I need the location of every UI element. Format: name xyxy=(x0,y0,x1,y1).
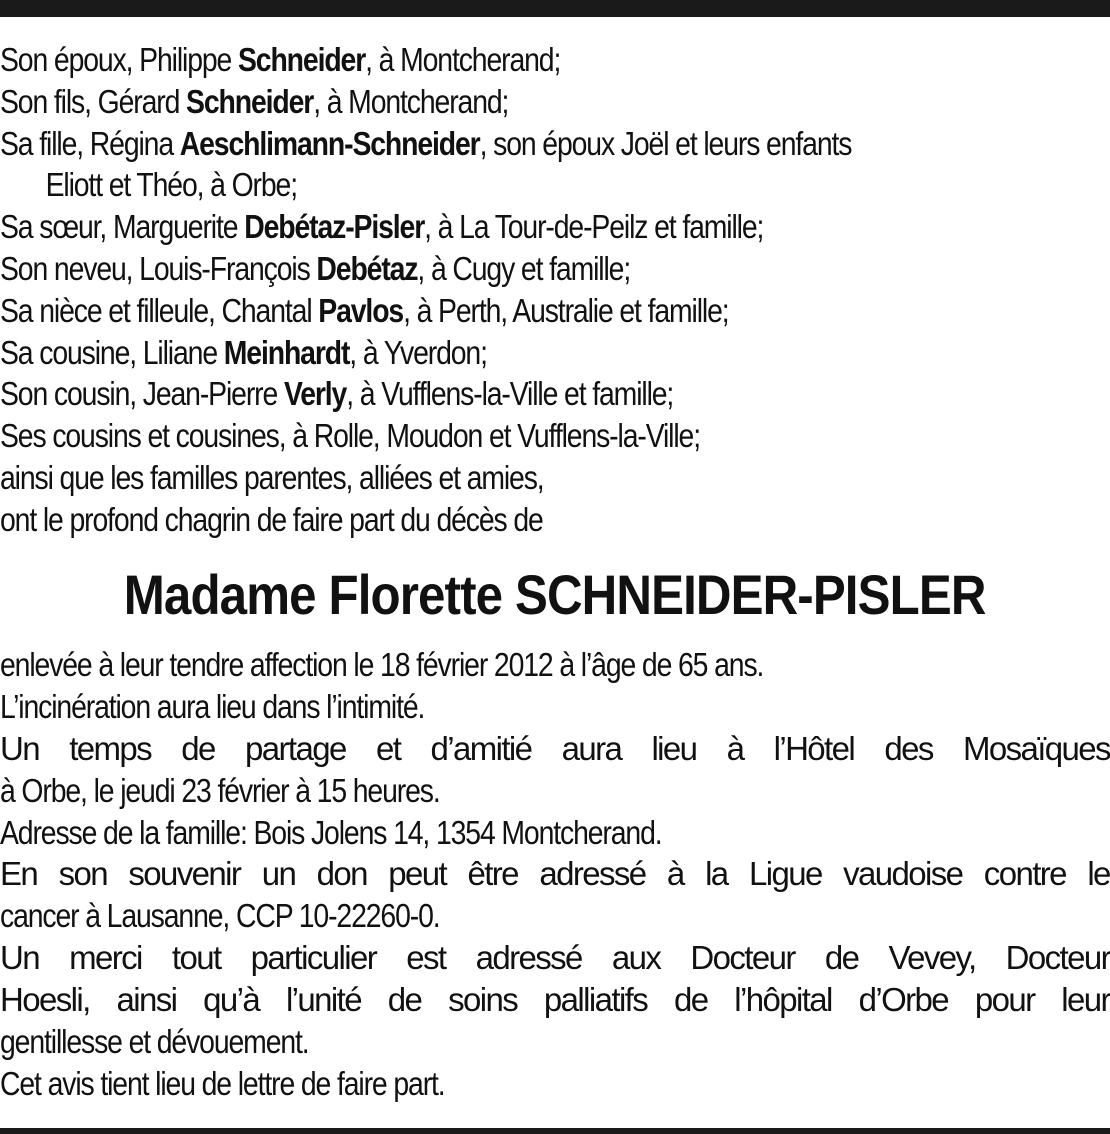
justified-word: de xyxy=(673,981,708,1019)
family-line-grandchildren: Eliott et Théo, à Orbe; xyxy=(45,166,297,204)
justified-word: palliatifs xyxy=(543,981,648,1019)
obituary-details xyxy=(0,644,1110,1105)
justified-word: particulier xyxy=(250,939,377,977)
family-surname: Pavlos xyxy=(318,291,404,329)
detail-line: à Orbe, le jeudi 23 février à 15 heures. xyxy=(0,771,440,809)
detail-line-justified xyxy=(0,853,1110,895)
justified-word: don xyxy=(316,855,367,893)
justified-word: des xyxy=(884,729,933,767)
justified-word: l’hôpital xyxy=(734,981,832,1019)
justified-word: est xyxy=(406,939,446,977)
detail-line: L’incinération aura lieu dans l’intimité. xyxy=(0,687,425,725)
detail-line: gentillesse et dévouement. xyxy=(0,1023,309,1061)
family-line-husband: Son époux, Philippe Schneider, à Montcherand; xyxy=(0,41,561,78)
justified-word: pour xyxy=(974,981,1035,1019)
family-surname: Schneider xyxy=(237,41,366,78)
justified-word: Hoesli, xyxy=(0,981,90,1019)
justified-word: à xyxy=(726,729,744,767)
family-line-sister: Sa sœur, Marguerite Debétaz-Pisler, à La Tour-de-Peilz et famille; xyxy=(0,208,764,246)
justified-word: l’Hôtel xyxy=(773,729,855,767)
family-line-cousins: Ses cousins et cousines, à Rolle, Moudon et Vufflens-la-Ville; xyxy=(0,417,700,455)
family-surname: Debétaz xyxy=(316,249,418,287)
justified-word: d’amitié xyxy=(430,729,532,767)
family-line-son: Son fils, Gérard Schneider, à Montcherand; xyxy=(0,82,509,120)
justified-word: la xyxy=(705,855,728,893)
justified-word: soins xyxy=(448,981,518,1019)
detail-line: Cet avis tient lieu de lettre de faire part. xyxy=(0,1064,445,1102)
family-list xyxy=(0,39,1110,541)
deceased-name: Madame Florette SCHNEIDER-PISLER xyxy=(124,563,986,626)
family-line-nephew: Son neveu, Louis-François Debétaz, à Cugy et famille; xyxy=(0,249,631,287)
family-line-relatives: ainsi que les familles parentes, alliées et amies, xyxy=(0,458,544,496)
justified-word: tout xyxy=(171,939,221,977)
detail-line-justified xyxy=(0,979,1110,1021)
justified-word: son xyxy=(58,855,107,893)
detail-line-justified xyxy=(0,937,1110,979)
justified-word: aura xyxy=(561,729,622,767)
justified-word: lieu xyxy=(651,729,697,767)
justified-word: Docteur xyxy=(1005,939,1110,977)
justified-word: adressé xyxy=(539,855,646,893)
justified-word: partage xyxy=(245,729,346,767)
bottom-rule xyxy=(0,1128,1110,1134)
justified-word: de xyxy=(824,939,859,977)
family-line-cousin-m: Son cousin, Jean-Pierre Verly, à Vufflens-la-Ville et famille; xyxy=(0,375,674,413)
justified-word: En xyxy=(0,855,38,893)
justified-word: Docteur xyxy=(690,939,795,977)
justified-word: de xyxy=(181,729,215,767)
justified-word: leur xyxy=(1061,981,1110,1019)
justified-word: aux xyxy=(611,939,661,977)
justified-word: merci xyxy=(69,939,142,977)
justified-word: peut xyxy=(388,855,447,893)
justified-word: vaudoise xyxy=(843,855,963,893)
justified-word: adressé xyxy=(475,939,582,977)
justified-word: le xyxy=(1087,855,1110,893)
justified-word: contre xyxy=(983,855,1066,893)
family-surname: Meinhardt xyxy=(223,333,350,371)
family-line-daughter: Sa fille, Régina Aeschlimann-Schneider, son époux Joël et leurs enfants xyxy=(0,124,852,162)
justified-word: de xyxy=(387,981,422,1019)
family-surname: Schneider xyxy=(186,82,314,120)
family-surname: Aeschlimann-Schneider xyxy=(179,124,480,162)
justified-word: et xyxy=(375,729,401,767)
top-rule xyxy=(0,0,1110,17)
detail-line: cancer à Lausanne, CCP 10-22260-0. xyxy=(0,897,440,935)
justified-word: souvenir xyxy=(128,855,241,893)
family-line-cousin-f: Sa cousine, Liliane Meinhardt, à Yverdon; xyxy=(0,333,487,371)
justified-word: à xyxy=(666,855,684,893)
family-surname: Debétaz-Pisler xyxy=(244,208,425,246)
justified-word: un xyxy=(261,855,296,893)
justified-word: d’Orbe xyxy=(858,981,949,1019)
justified-word: Un xyxy=(0,939,39,977)
justified-word: être xyxy=(467,855,518,893)
family-line-niece: Sa nièce et filleule, Chantal Pavlos, à Perth, Australie et famille; xyxy=(0,291,729,329)
detail-line: Adresse de la famille: Bois Jolens 14, 1354 Montcherand. xyxy=(0,813,662,851)
justified-word: Un xyxy=(0,729,39,767)
justified-word: l’unité xyxy=(285,981,361,1019)
justified-word: temps xyxy=(69,729,152,767)
family-line-announcement: ont le profond chagrin de faire part du décès de xyxy=(0,500,543,538)
detail-line-justified xyxy=(0,728,1110,770)
justified-word: qu’à xyxy=(203,981,260,1019)
justified-word: ainsi xyxy=(116,981,177,1019)
family-surname: Verly xyxy=(283,375,347,413)
detail-line: enlevée à leur tendre affection le 18 février 2012 à l’âge de 65 ans. xyxy=(0,646,764,683)
justified-word: Mosaïques xyxy=(962,729,1110,767)
justified-word: Vevey, xyxy=(888,939,976,977)
justified-word: Ligue xyxy=(748,855,822,893)
